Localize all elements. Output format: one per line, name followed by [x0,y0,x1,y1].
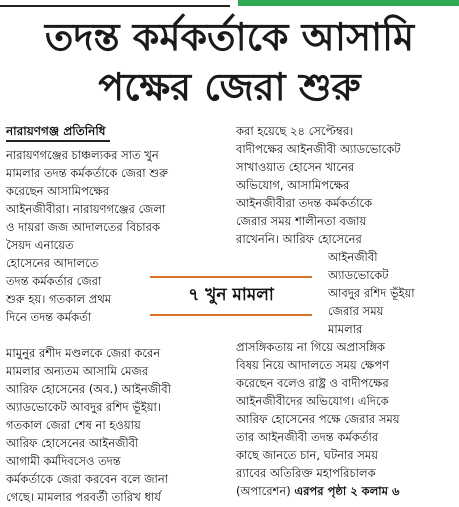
right-column-top [236,122,454,248]
top-rule [0,5,230,7]
text-line: করেছেন আসামিপক্ষের [6,184,110,198]
headline-line-1: তদন্ত কর্মকর্তাকে আসামি [44,15,415,59]
text-line-end: (অপারেশন) [236,484,291,498]
text-line: কাছে জানতে চান, ঘটনার সময় [236,448,379,462]
text-line: আরিফ হোসেনের (অব.) আইনজীবী [6,382,171,396]
text-line: মামুনুর রশীদ মণ্ডলকে জেরা করেন [6,346,161,360]
text-line: অ্যাডভোকেট [328,268,389,282]
text-line: আইনজীবীরা তদন্ত কর্মকর্তাকে [236,196,373,210]
text-line: বিষয় নিয়ে আদালতে সময় ক্ষেপণ [236,358,390,372]
text-line: আইনজীবী [328,250,378,264]
text-line: আবদুর রশিদ ভূঁইয়া [328,286,415,300]
text-line: গতকাল জেরা শেষ না হওয়ায় [6,418,141,432]
text-line: সাখাওয়াত হোসেন খানের [236,160,355,174]
text-line: গেছে। মামলার পরবর্তী তারিখ ধার্য [6,490,161,504]
text-line: আরিফ হোসেনের পক্ষে জেরার সময় [236,412,400,426]
text-line: তদন্ত কর্মকর্তার জেরা [6,274,102,288]
text-line: অভিযোগ, আসামিপক্ষের [236,178,350,192]
text-line: বাদীপক্ষের আইনজীবী অ্যাডভোকেট [236,142,401,156]
text-line: আরিফ হোসেনের আইনজীবী [6,436,139,450]
right-column-mid [328,248,454,338]
text-line: জেরার সময় শালীনতা বজায় [236,214,367,228]
text-line: তার আইনজীবী তদন্ত কর্মকর্তার [236,430,379,444]
text-line: র‌্যাবের অতিরিক্ত মহাপরিচালক [236,466,376,480]
text-line: মামলার অন্যতম আসামি মেজর [6,364,149,378]
text-line: আইনজীবীরা। নারায়ণগঞ্জের জেলা [6,202,166,216]
text-line: ও দায়রা জজ আদালতের বিচারক [6,220,161,234]
text-line: মামলার তদন্ত কর্মকর্তাকে জেরা শুরু [6,166,168,180]
headline-line-2: পক্ষের জেরা শুরু [98,65,361,109]
continuation-link[interactable]: এরপর পৃষ্ঠা ২ কলাম ৬ [294,484,400,498]
text-line: জেরার সময় [328,304,384,318]
text-line: রাখেননি। আরিফ হোসেনের [236,232,362,246]
text-line: শুরু হয়। গতকাল প্রথম [6,292,112,306]
text-line: কর্মকর্তাকে জেরা করবেন বলে জানা [6,472,169,486]
text-line: করেছেন বলেও রাষ্ট্র ও বাদীপক্ষের [236,376,389,390]
text-line: করা হয়েছে ২৪ সেপ্টেম্বর। [236,124,354,138]
text-line: আগামী কর্মদিবসেও তদন্ত [6,454,121,468]
top-strip [0,0,459,7]
left-column-bottom [6,344,226,506]
byline-underline [6,140,110,142]
byline: নারায়ণগঞ্জ প্রতিনিধি [6,124,106,138]
text-line: অ্যাডভোকেট আবদুর রশিদ ভূঁইয়া। [6,400,161,414]
text-line: মামলার [328,322,363,336]
text-line: নারায়ণগঞ্জের চাঞ্চল্যকর সাত খুন [6,148,159,162]
text-line: প্রাসঙ্গিকতায় না গিয়ে অপ্রাসঙ্গিক [236,340,386,354]
pull-quote: ৭ খুন মামলা [150,276,312,316]
text-line: হোসেনের আদালতে [6,256,99,270]
text-line: আইনজীবীদের অভিযোগ। এদিকে [236,394,389,408]
section-color-bar [238,0,459,6]
text-line [236,482,454,500]
text-line: সৈয়দ এনায়েত [6,238,74,252]
right-column-bottom [236,338,454,500]
text-line: দিনে তদন্ত কর্মকর্তা [6,310,92,324]
